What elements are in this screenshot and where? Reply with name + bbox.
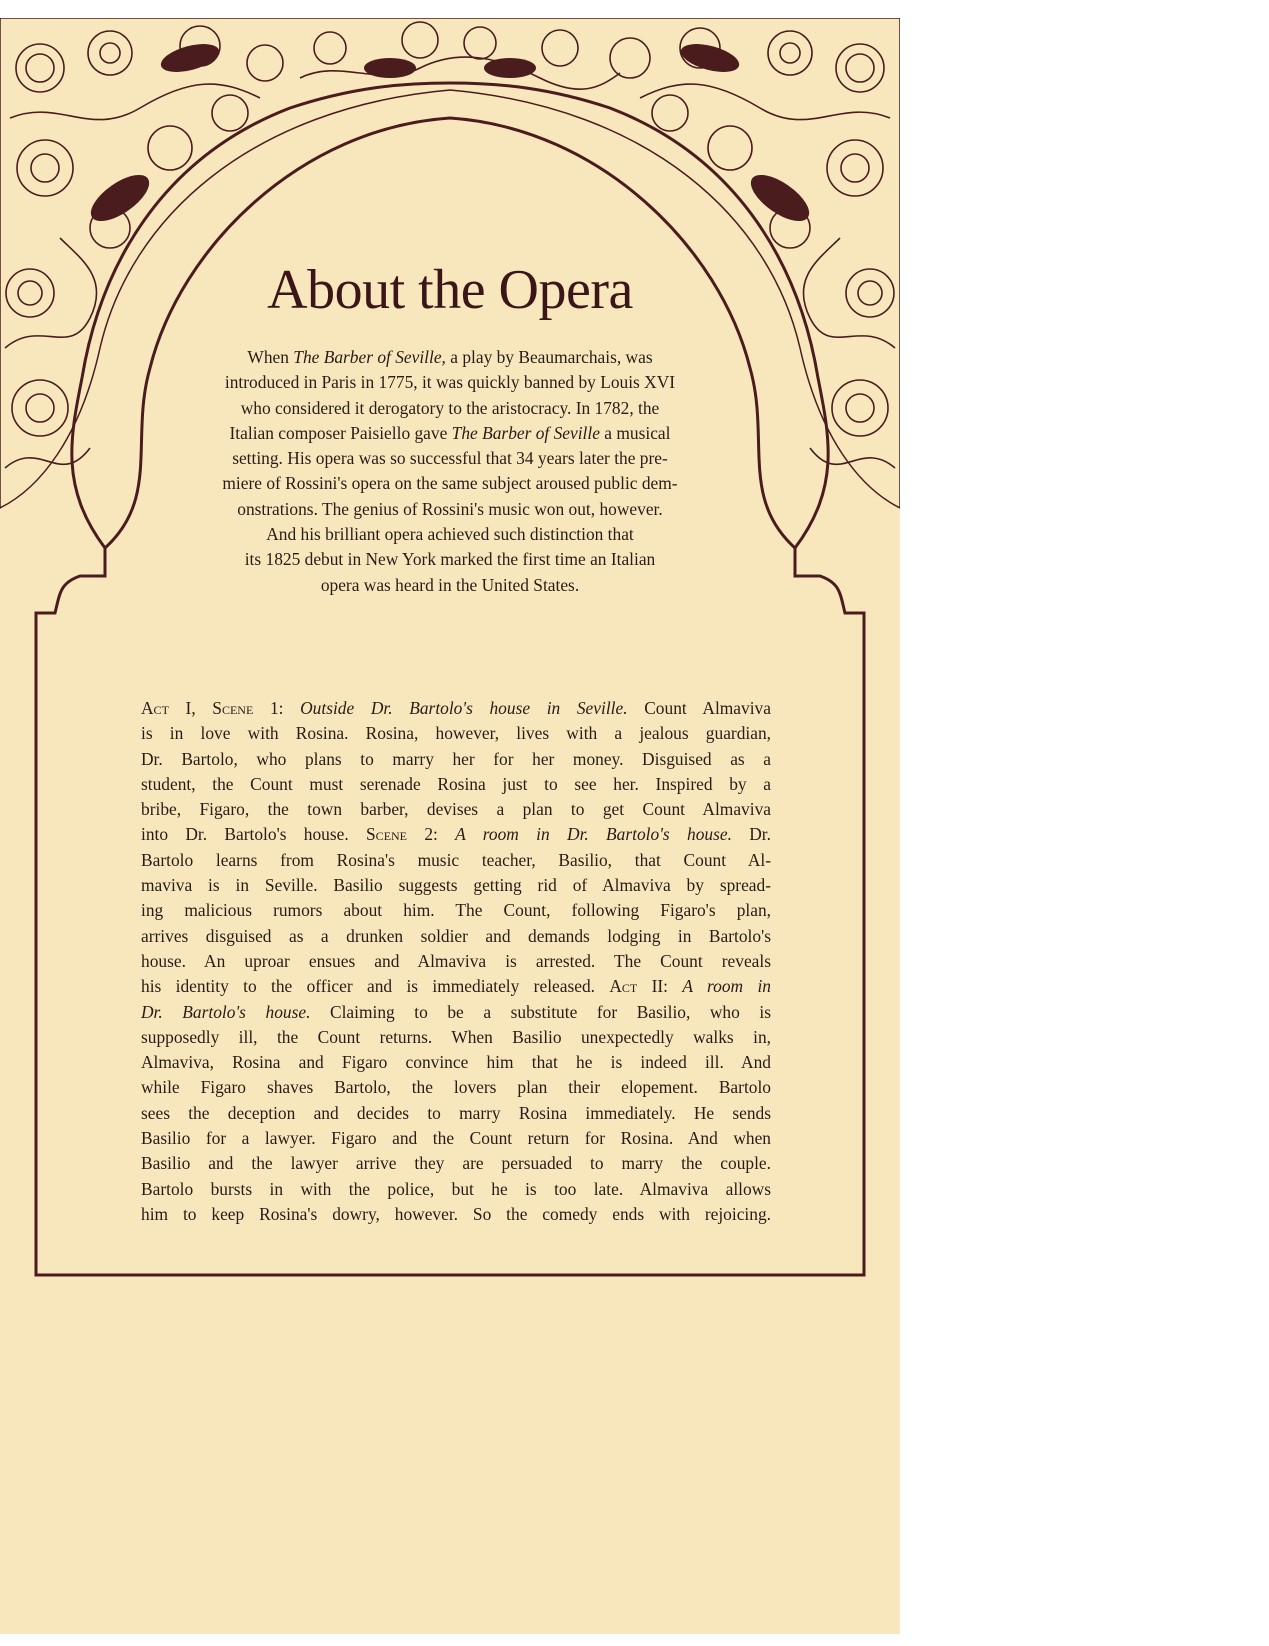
text-run: Claiming to be a substitute for Basilio, who is (310, 1001, 771, 1022)
synopsis-line (141, 1202, 771, 1227)
text-run: opera was heard in the United States. (320, 574, 580, 595)
text-run: introduced in Paris in 1775, it was quickly banned by Louis XVI (224, 372, 676, 393)
text-run: Almaviva, Rosina and Figaro convince him that he is indeed ill. And (141, 1052, 771, 1073)
program-page (0, 18, 900, 1634)
text-run: is in love with Rosina. Rosina, however, lives with a jealous guardian, (141, 723, 771, 744)
italic-title: Dr. Bartolo's house. (141, 1001, 311, 1022)
text-run: bribe, Figaro, the town barber, devises a plan to get Count Almaviva (141, 799, 771, 820)
text-run: Bartolo bursts in with the police, but he is too late. Almaviva allows (141, 1178, 771, 1199)
intro-line (170, 497, 730, 522)
synopsis-paragraph (141, 696, 771, 1227)
text-run: its 1825 debut in New York marked the first time an Italian (244, 549, 656, 570)
synopsis-line (141, 924, 771, 949)
synopsis-line (141, 1050, 771, 1075)
intro-line (170, 446, 730, 471)
synopsis-line (141, 747, 771, 772)
text-run: his identity to the officer and is immediately released. (141, 976, 610, 997)
text-run: Dr. (731, 824, 771, 845)
synopsis-line (141, 1000, 771, 1025)
intro-paragraph (170, 345, 730, 598)
text-run: Dr. Bartolo, who plans to marry her for her money. Disguised as a (141, 748, 771, 769)
text-run: Basilio and the lawyer arrive they are persuaded to marry the couple. (141, 1153, 771, 1174)
intro-line (170, 396, 730, 421)
synopsis-line (141, 1177, 771, 1202)
synopsis-line (141, 898, 771, 923)
italic-title: Outside Dr. Bartolo's house in Seville. (300, 698, 628, 718)
italic-title: A room in (682, 976, 771, 997)
synopsis-line (141, 797, 771, 822)
synopsis-line (141, 873, 771, 898)
text-run: him to keep Rosina's dowry, however. So the comedy ends with rejoicing. (141, 1203, 771, 1224)
text-run: a musical (599, 422, 671, 443)
synopsis-line (141, 1101, 771, 1126)
synopsis-line (141, 721, 771, 746)
synopsis-line (141, 1151, 771, 1176)
text-run: student, the Count must serenade Rosina just to see her. Inspired by a (141, 773, 771, 794)
synopsis-line (141, 974, 771, 999)
intro-line (170, 370, 730, 395)
italic-title: A room in Dr. Bartolo's house. (455, 824, 732, 845)
synopsis-line (141, 822, 771, 847)
intro-line (170, 547, 730, 572)
text-run: into Dr. Bartolo's house. (141, 824, 367, 845)
page-title: About the Opera (267, 259, 633, 321)
text-run: Bartolo learns from Rosina's music teacher, Basilio, that Count Al- (141, 849, 771, 870)
text-run: Italian composer Paisiello gave (229, 422, 452, 443)
intro-line (170, 522, 730, 547)
text-run: sees the deception and decides to marry Rosina immediately. He sends (141, 1102, 771, 1123)
scene-heading: Act I, Scene 1: (141, 698, 284, 718)
text-run: Count Almaviva (627, 698, 771, 718)
text-run: onstrations. The genius of Rossini's music won out, however. (237, 498, 663, 519)
intro-line (170, 345, 730, 370)
scene-heading: Scene 2: (366, 824, 438, 845)
text-run: setting. His opera was so successful that 34 years later the pre- (232, 448, 668, 469)
text-run: who considered it derogatory to the aristocracy. In 1782, the (240, 397, 660, 418)
synopsis-line (141, 1126, 771, 1151)
text-run: while Figaro shaves Bartolo, the lovers plan their elopement. Bartolo (141, 1077, 771, 1098)
text-run: house. An uproar ensues and Almaviva is arrested. The Count reveals (141, 950, 771, 971)
synopsis-line (141, 949, 771, 974)
intro-line (170, 573, 730, 598)
text-run: When (247, 347, 294, 367)
synopsis-line (141, 848, 771, 873)
synopsis-line (141, 1025, 771, 1050)
text-run: arrives disguised as a drunken soldier and demands lodging in Bartolo's (141, 925, 771, 946)
text-run: supposedly ill, the Count returns. When Basilio unexpectedly walks in, (141, 1026, 771, 1047)
text-run: ing malicious rumors about him. The Count, following Figaro's plan, (141, 900, 771, 921)
synopsis-line (141, 696, 771, 721)
intro-line (170, 421, 730, 446)
text-run (283, 698, 300, 718)
text-run (438, 824, 455, 844)
italic-title: The Barber of Seville (451, 422, 600, 443)
intro-line (170, 471, 730, 496)
text-run: maviva is in Seville. Basilio suggests getting rid of Almaviva by spread- (141, 875, 771, 896)
italic-title: The Barber of Seville, (293, 347, 446, 367)
scene-heading: Act II: (609, 976, 669, 997)
text-run: miere of Rossini's opera on the same subject aroused public dem- (222, 473, 678, 494)
text-run (668, 976, 682, 996)
text-run: Basilio for a lawyer. Figaro and the Count return for Rosina. And when (141, 1128, 771, 1149)
synopsis-line (141, 772, 771, 797)
text-run: And his brilliant opera achieved such distinction that (266, 524, 634, 545)
text-run: a play by Beaumarchais, was (445, 347, 653, 367)
synopsis-line (141, 1075, 771, 1100)
